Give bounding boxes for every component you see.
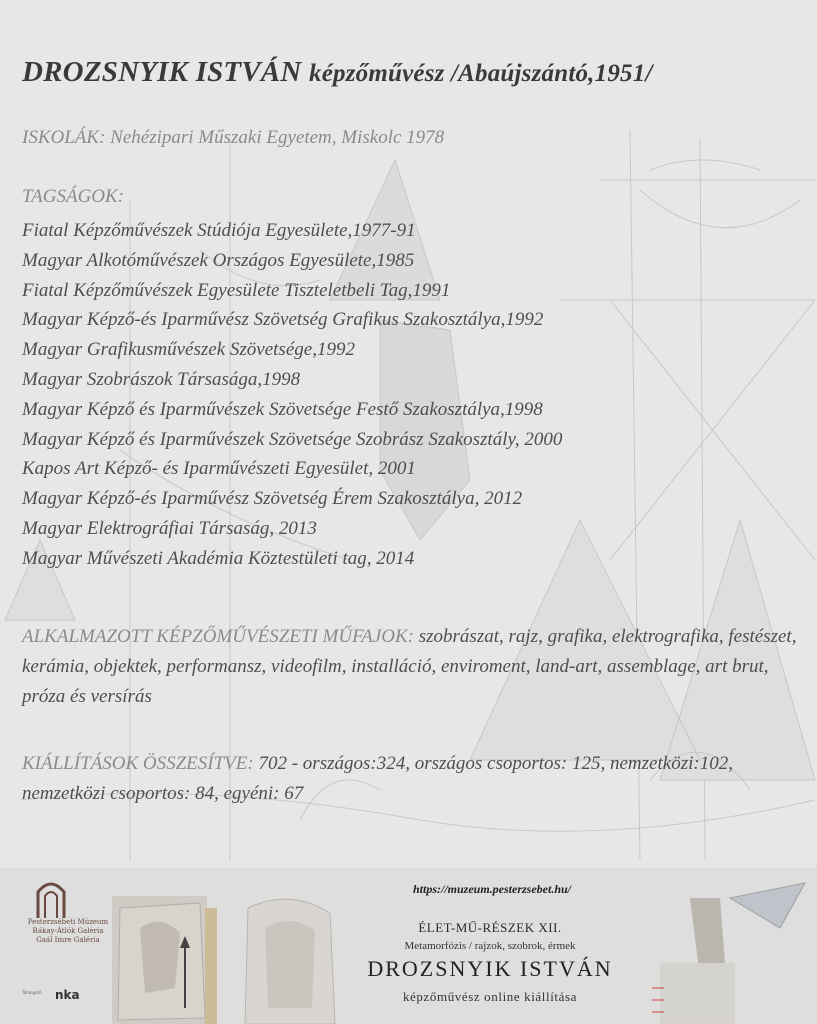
artist-subtitle: képzőművész /Abaújszántó,1951/ xyxy=(309,60,653,87)
membership-item: Magyar Képző-és Iparművész Szövetség Grafikus Szakosztálya,1992 xyxy=(22,309,544,331)
membership-item: Magyar Elektrográfiai Társaság, 2013 xyxy=(22,517,317,539)
support-label: Támogató xyxy=(22,990,42,995)
membership-item: Magyar Képző és Iparművészek Szövetsége Szobrász Szakosztály, 2000 xyxy=(22,428,563,450)
membership-item: Magyar Művészeti Akadémia Köztestületi tag, 2014 xyxy=(22,547,415,569)
museum-name xyxy=(18,918,118,945)
membership-item: Magyar Grafikusművészek Szövetsége,1992 xyxy=(22,339,355,361)
memberships-list xyxy=(22,216,562,574)
membership-item: Magyar Szobrászok Társasága,1998 xyxy=(22,368,301,390)
exhibition-description: képzőművész online kiállítása xyxy=(402,989,578,1004)
sculpture-left-image xyxy=(112,896,217,1024)
exhibitions-text: 702 - országos:324, országos csoportos: 125, nemzetközi:102, nemzetközi csoportos: 84, egyéni: 67 xyxy=(22,753,733,804)
membership-item: Kapos Art Képző- és Iparművészeti Egyesület, 2001 xyxy=(22,458,416,480)
artist-name: DROZSNYIK ISTVÁN xyxy=(22,56,302,88)
genres-label: ALKALMAZOTT KÉPZŐMŰVÉSZETI MŰFAJOK: xyxy=(22,626,414,647)
museum-name-line: Gaál Imre Galéria xyxy=(36,936,100,944)
page-title xyxy=(22,56,653,89)
exhibitions-label: KIÁLLÍTÁSOK ÖSSZESÍTVE: xyxy=(22,753,254,774)
membership-item: Fiatal Képzőművészek Stúdiója Egyesülete,1977-91 xyxy=(22,220,416,241)
genres-paragraph xyxy=(22,622,802,712)
banner-artist-name: DROZSNYIK ISTVÁN xyxy=(367,956,613,981)
museum-logo-icon xyxy=(34,878,68,918)
membership-item: Magyar Képző és Iparművészek Szövetsége Festő Szakosztálya,1998 xyxy=(22,398,543,420)
series-title: ÉLET-MŰ-RÉSZEK XII. xyxy=(418,920,562,935)
membership-item: Magyar Alkotóművészek Országos Egyesülete,1985 xyxy=(22,249,415,271)
membership-item: Fiatal Képzőművészek Egyesülete Tiszteletbeli Tag,1991 xyxy=(22,279,451,301)
schools-line xyxy=(22,127,444,149)
exhibition-banner xyxy=(0,868,817,1024)
exhibition-subtitle: Metamorfózis / rajzok, szobrok, érmek xyxy=(404,940,576,952)
relief-center-image xyxy=(245,899,335,1024)
schools-label: ISKOLÁK: xyxy=(22,127,106,148)
museum-name-line: Pesterzsébeti Múzeum xyxy=(27,918,109,926)
museum-name-line: Rákay-Átlók Galéria xyxy=(32,927,104,935)
exhibitions-paragraph xyxy=(22,749,802,809)
nka-logo: nka xyxy=(55,988,80,1002)
memberships-label: TAGSÁGOK: xyxy=(22,186,125,207)
museum-url-link[interactable]: https://muzeum.pesterzsebet.hu/ xyxy=(412,882,572,896)
genres-text: szobrászat, rajz, grafika, elektrografika, festészet, kerámia, objektek, performansz, videofilm, installáció, enviroment, land-art, assemblage, art brut, próza és versírás xyxy=(22,626,797,707)
schools-value: Nehézipari Műszaki Egyetem, Miskolc 1978 xyxy=(110,127,445,148)
membership-item: Magyar Képző-és Iparművész Szövetség Érem Szakosztálya, 2012 xyxy=(22,488,523,510)
